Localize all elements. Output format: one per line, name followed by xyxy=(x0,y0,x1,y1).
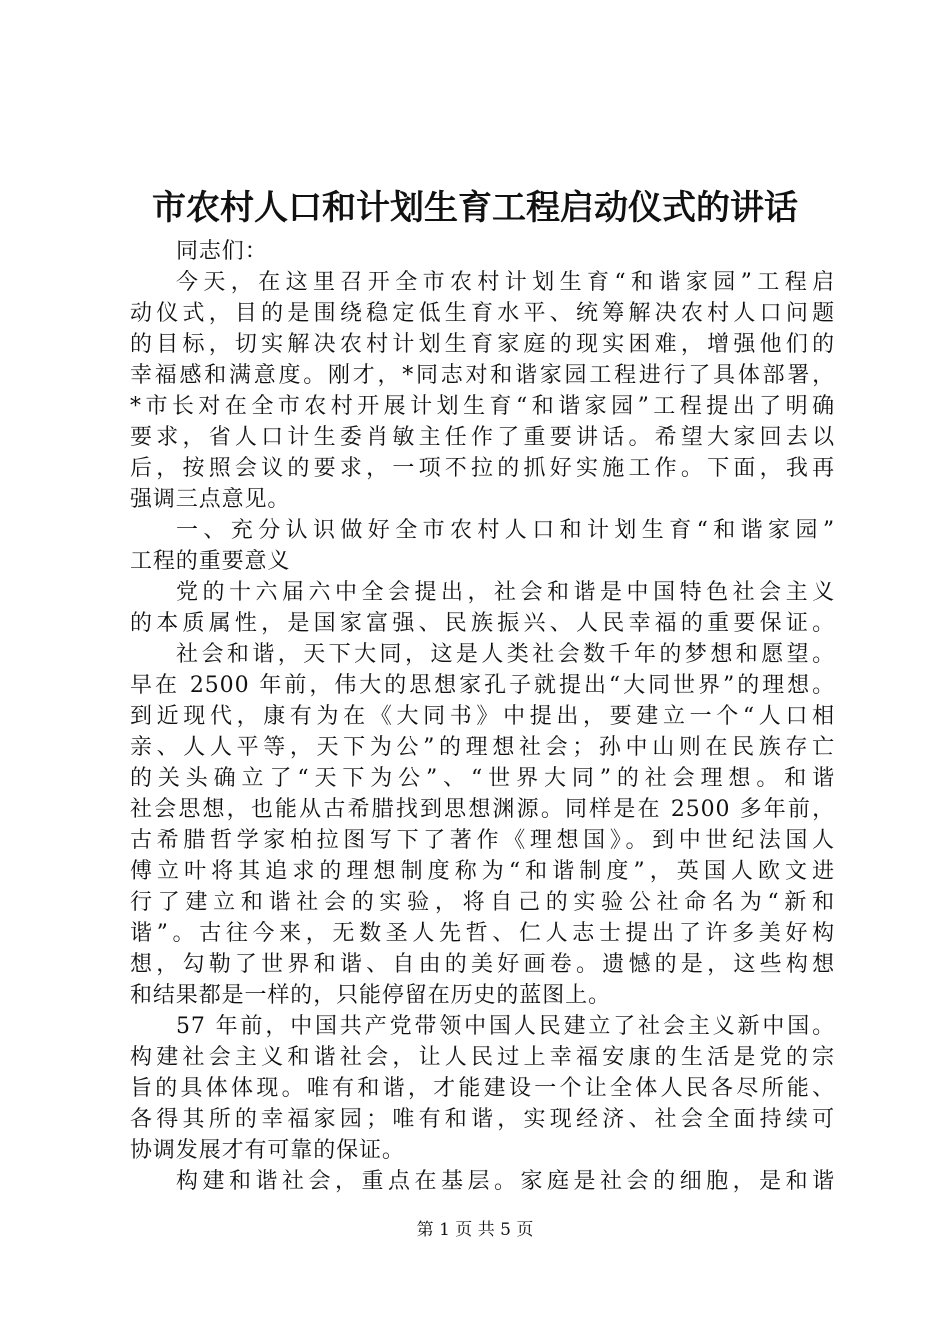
body-line: 旨的具体体现。唯有和谐，才能建设一个让全体人民各尽所能、 xyxy=(130,1076,835,1101)
body-line: 构建社会主义和谐社会，让人民过上幸福安康的生活是党的宗 xyxy=(130,1045,835,1070)
body-line: 谐”。古往今来，无数圣人先哲、仁人志士提出了许多美好构 xyxy=(130,921,835,946)
body-line: 57 年前，中国共产党带领中国人民建立了社会主义新中国。 xyxy=(176,1014,835,1039)
body-line: 傅立叶将其追求的理想制度称为“和谐制度”，英国人欧文进 xyxy=(130,859,835,884)
body-line: 党的十六届六中全会提出，社会和谐是中国特色社会主义 xyxy=(176,580,835,605)
body-line: 构建和谐社会，重点在基层。家庭是社会的细胞，是和谐 xyxy=(176,1169,835,1194)
page-number-footer: 第 1 页 共 5 页 xyxy=(416,1220,534,1240)
document-title: 市农村人口和计划生育工程启动仪式的讲话 xyxy=(152,188,798,228)
body-line: 动仪式，目的是围绕稳定低生育水平、统筹解决农村人口问题 xyxy=(130,301,835,326)
body-line: 和结果都是一样的，只能停留在历史的蓝图上。 xyxy=(130,983,611,1008)
body-line: 的本质属性，是国家富强、民族振兴、人民幸福的重要保证。 xyxy=(130,611,835,636)
body-line: 亲、人人平等，天下为公”的理想社会；孙中山则在民族存亡 xyxy=(130,735,835,760)
body-line: 古希腊哲学家柏拉图写下了著作《理想国》。到中世纪法国人 xyxy=(130,828,835,853)
body-line: 后，按照会议的要求，一项不拉的抓好实施工作。下面，我再 xyxy=(130,456,835,481)
section-heading-line: 工程的重要意义 xyxy=(130,549,291,574)
body-line: 社会和谐，天下大同，这是人类社会数千年的梦想和愿望。 xyxy=(176,642,835,667)
section-heading-line: 一、充分认识做好全市农村人口和计划生育“和谐家园” xyxy=(176,518,835,543)
body-line: 强调三点意见。 xyxy=(130,487,291,512)
body-line: 到近现代，康有为在《大同书》中提出，要建立一个“人口相 xyxy=(130,704,835,729)
body-line: 的关头确立了“天下为公”、“世界大同”的社会理想。和谐 xyxy=(130,766,835,791)
body-line: 协调发展才有可靠的保证。 xyxy=(130,1138,405,1163)
body-line: 早在 2500 年前，伟大的思想家孔子就提出“大同世界”的理想。 xyxy=(130,673,835,698)
body-line: 要求，省人口计生委肖敏主任作了重要讲话。希望大家回去以 xyxy=(130,425,835,450)
body-line: 今天，在这里召开全市农村计划生育“和谐家园”工程启 xyxy=(176,270,835,295)
body-line: 各得其所的幸福家园；唯有和谐，实现经济、社会全面持续可 xyxy=(130,1107,835,1132)
body-line: 幸福感和满意度。刚才，*同志对和谐家园工程进行了具体部署， xyxy=(130,363,835,388)
body-line: 的目标，切实解决农村计划生育家庭的现实困难，增强他们的 xyxy=(130,332,835,357)
body-line: *市长对在全市农村开展计划生育“和谐家园”工程提出了明确 xyxy=(130,394,835,419)
body-line: 想，勾勒了世界和谐、自由的美好画卷。遗憾的是，这些构想 xyxy=(130,952,835,977)
salutation-line: 同志们： xyxy=(176,239,268,264)
document-body xyxy=(130,236,835,1197)
body-line: 行了建立和谐社会的实验，将自己的实验公社命名为“新和 xyxy=(130,890,835,915)
body-line: 社会思想，也能从古希腊找到思想渊源。同样是在 2500 多年前， xyxy=(130,797,835,822)
